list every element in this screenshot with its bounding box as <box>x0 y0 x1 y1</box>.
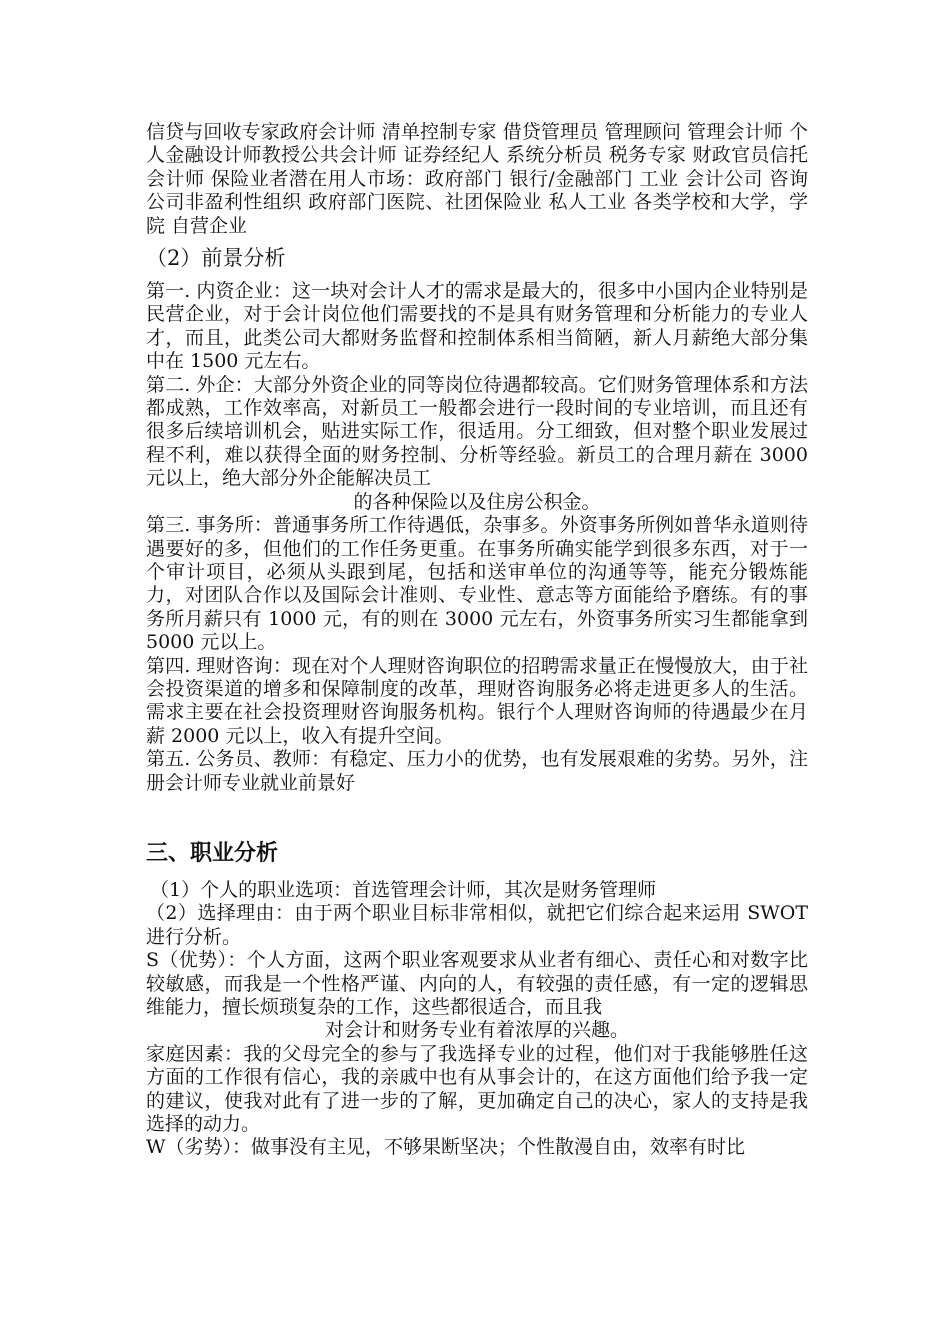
career-paragraph-1: （1）个人的职业选项：首选管理会计师，其次是财务管理师 <box>150 878 657 901</box>
career-paragraph-3-tail: 对会计和财务专业有着浓厚的兴趣。 <box>324 1019 629 1042</box>
career-paragraph-4: 家庭因素：我的父母完全的参与了我选择专业的过程，他们对于我能够胜任这方面的工作很有信心，我的亲戚中也有从事会计的，在这方面他们给予我一定的建议，使我对此有了进一步的了解，更加确定自己的决心，家人的支持是我选择的动力。 <box>146 1042 808 1136</box>
prospect-paragraph-4: 第四. 理财咨询：现在对个人理财咨询职位的招聘需求量正在慢慢放大，由于社会投资渠道的增多和保障制度的改革，理财咨询服务必将走进更多人的生活。需求主要在社会投资理财咨询服务机构。银行个人理财咨询师的待遇最少在月薪 2000 元以上，收入有提升空间。 <box>146 654 808 747</box>
prospect-heading: （2）前景分析 <box>146 246 286 271</box>
career-paragraph-5: W（劣势）：做事没有主见，不够果断坚决；个性散漫自由，效率有时比 <box>146 1136 746 1159</box>
intro-paragraph: 信贷与回收专家政府会计师 清单控制专家 借贷管理员 管理顾问 管理会计师 个人金融设计师教授公共会计师 证券经纪人 系统分析员 税务专家 财政官员信托会计师 保险业者潜在用人市场：政府部门 银行/金融部门 工业 会计公司 咨询公司非盈利性组织 政府部门医院、社团保险业 私人工业 各类学校和大学，学院 自营企业 <box>146 121 808 237</box>
prospect-paragraph-5: 第五. 公务员、教师：有稳定、压力小的优势，也有发展艰难的劣势。另外，注册会计师专业就业前景好 <box>146 748 808 794</box>
document-page <box>146 121 808 1160</box>
prospect-paragraph-1: 第一. 内资企业：这一块对会计人才的需求是最大的，很多中小国内企业特别是民营企业，对于会计岗位他们需要找的不是具有财务管理和分析能力的专业人才，而且，此类公司大都财务监督和控制体系相当简陋，新人月薪绝大部分集中在 1500 元左右。 <box>146 280 808 373</box>
prospect-paragraph-2: 第二. 外企：大部分外资企业的同等岗位待遇都较高。它们财务管理体系和方法都成熟，工作效率高，对新员工一般都会进行一段时间的专业培训，而且还有很多后续培训机会，贴进实际工作，很适用。分工细致，但对整个职业发展过程不利，难以获得全面的财务控制、分析等经验。新员工的合理月薪在 3000 元以上，绝大部分外企能解决员工 <box>146 373 808 490</box>
career-heading: 三、职业分析 <box>146 840 279 866</box>
prospect-paragraph-3: 第三. 事务所：普通事务所工作待遇低，杂事多。外资事务所例如普华永道则待遇要好的多，但他们的工作任务更重。在事务所确实能学到很多东西，对于一个审计项目，必须从头跟到尾，包括和送审单位的沟通等等，能充分锻炼能力，对团队合作以及国际会计准则、专业性、意志等方面能给予磨练。有的事务所月薪只有 1000 元，有的则在 3000 元左右，外资事务所实习生都能拿到 5000 元以上。 <box>146 514 808 654</box>
career-paragraph-3: S（优势）：个人方面，这两个职业客观要求从业者有细心、责任心和对数字比较敏感，而我是一个性格严谨、内向的人，有较强的责任感，有一定的逻辑思维能力，擅长烦琐复杂的工作，这些都很适合，而且我 <box>146 949 808 1018</box>
career-paragraph-2: （2）选择理由：由于两个职业目标非常相似，就把它们综合起来运用 SWOT 进行分析。 <box>146 902 808 948</box>
prospect-paragraph-2-tail: 的各种保险以及住房公积金。 <box>353 490 601 513</box>
